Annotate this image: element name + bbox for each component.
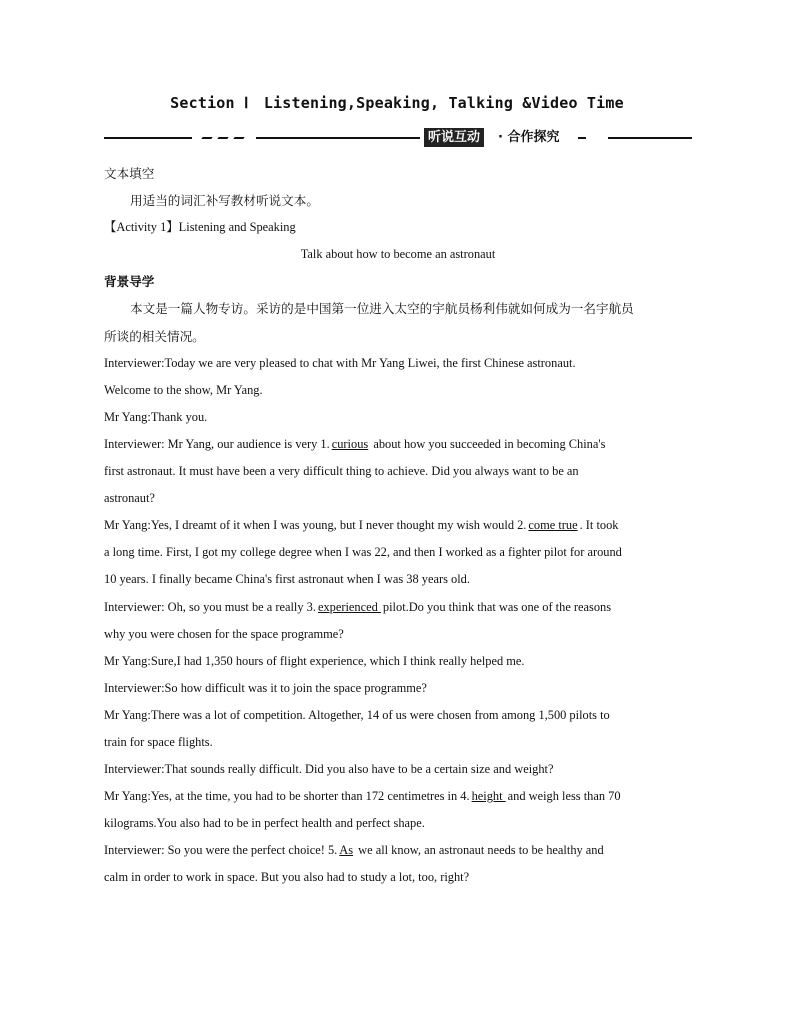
- dialogue-line: Interviewer:So how difficult was it to join the space programme?: [104, 680, 427, 695]
- dialogue-line: calm in order to work in space. But you also had to study a lot, too, right?: [104, 870, 470, 885]
- banner-rule-left: [104, 137, 192, 139]
- banner-dash: [233, 137, 244, 139]
- dialogue-line: 10 years. I finally became China's first astronaut when I was 38 years old.: [104, 572, 470, 587]
- answer-blank-2: come true: [528, 518, 578, 533]
- text-run: and weigh less than 70: [507, 789, 621, 804]
- background-text: 本文是一篇人物专访。采访的是中国第一位进入太空的宇航员杨利伟就如何成为一名宇航员: [130, 301, 634, 317]
- dialogue-line: [104, 837, 692, 864]
- banner-dash: [201, 137, 212, 139]
- dialogue-line: astronaut?: [104, 491, 155, 506]
- dialogue-line: kilograms.You also had to be in perfect health and perfect shape.: [104, 816, 425, 831]
- dialogue-line: Mr Yang:There was a lot of competition. Altogether, 14 of us were chosen from among 1,500 pilots to: [104, 707, 610, 722]
- background-text: 所谈的相关情况。: [104, 328, 205, 344]
- text-run: Interviewer: So you were the perfect choice! 5.: [104, 843, 338, 858]
- dialogue-line: [104, 594, 692, 621]
- dialogue-line: Welcome to the show, Mr Yang.: [104, 382, 263, 397]
- dialogue-line: a long time. First, I got my college degree when I was 22, and then I worked as a fighter pilot for around: [104, 545, 622, 560]
- answer-blank-1: curious: [331, 436, 369, 451]
- text-run: Interviewer: Mr Yang, our audience is very 1.: [104, 436, 330, 451]
- dialogue-line: Interviewer:That sounds really difficult. Did you also have to be a certain size and weight?: [104, 762, 554, 777]
- dialogue-line: train for space flights.: [104, 734, 213, 749]
- text-run: . It took: [579, 518, 619, 533]
- banner-rule-right: [608, 137, 692, 139]
- banner-rule-middle: [256, 137, 420, 139]
- text-run: we all know, an astronaut needs to be healthy and: [355, 843, 604, 858]
- text-run: pilot.Do you think that was one of the reasons: [382, 599, 612, 614]
- text-run: about how you succeeded in becoming China's: [370, 436, 606, 451]
- activity-label: 【Activity 1】Listening and Speaking: [104, 220, 296, 235]
- text-run: Interviewer: Oh, so you must be a really 3.: [104, 599, 316, 614]
- background-heading: 背景导学: [104, 274, 155, 290]
- banner-tail: · 合作探究: [498, 130, 560, 145]
- document-body: [104, 160, 692, 892]
- banner-rule-gap: [578, 137, 586, 139]
- answer-blank-5: As: [339, 843, 354, 858]
- banner-tag: 听说互动: [424, 128, 484, 147]
- instruction: 用适当的词汇补写教材听说文本。: [130, 193, 319, 209]
- banner-dash: [217, 137, 228, 139]
- section-banner: [104, 127, 692, 149]
- dialogue-line: [104, 431, 692, 458]
- dialogue-line: [104, 783, 692, 810]
- dialogue-line: Mr Yang:Thank you.: [104, 409, 208, 424]
- dialogue-line: Mr Yang:Sure,I had 1,350 hours of flight experience, which I think really helped me.: [104, 653, 525, 668]
- dialogue-line: Interviewer:Today we are very pleased to chat with Mr Yang Liwei, the first Chinese astronaut.: [104, 355, 576, 370]
- answer-blank-3: experienced: [317, 599, 381, 614]
- dialogue-line: first astronaut. It must have been a very difficult thing to achieve. Did you always want to be an: [104, 464, 579, 479]
- dialogue-line: [104, 512, 692, 539]
- answer-blank-4: height: [471, 789, 506, 804]
- page-title: Section Ⅰ Listening,Speaking, Talking &Video Time: [170, 94, 624, 112]
- dialogue-line: why you were chosen for the space programme?: [104, 626, 344, 641]
- section-heading: 文本填空: [104, 166, 155, 181]
- text-run: Mr Yang:Yes, I dreamt of it when I was young, but I never thought my wish would 2.: [104, 518, 527, 533]
- text-run: Mr Yang:Yes, at the time, you had to be shorter than 172 centimetres in 4.: [104, 789, 470, 804]
- activity-subtitle: Talk about how to become an astronaut: [300, 247, 496, 262]
